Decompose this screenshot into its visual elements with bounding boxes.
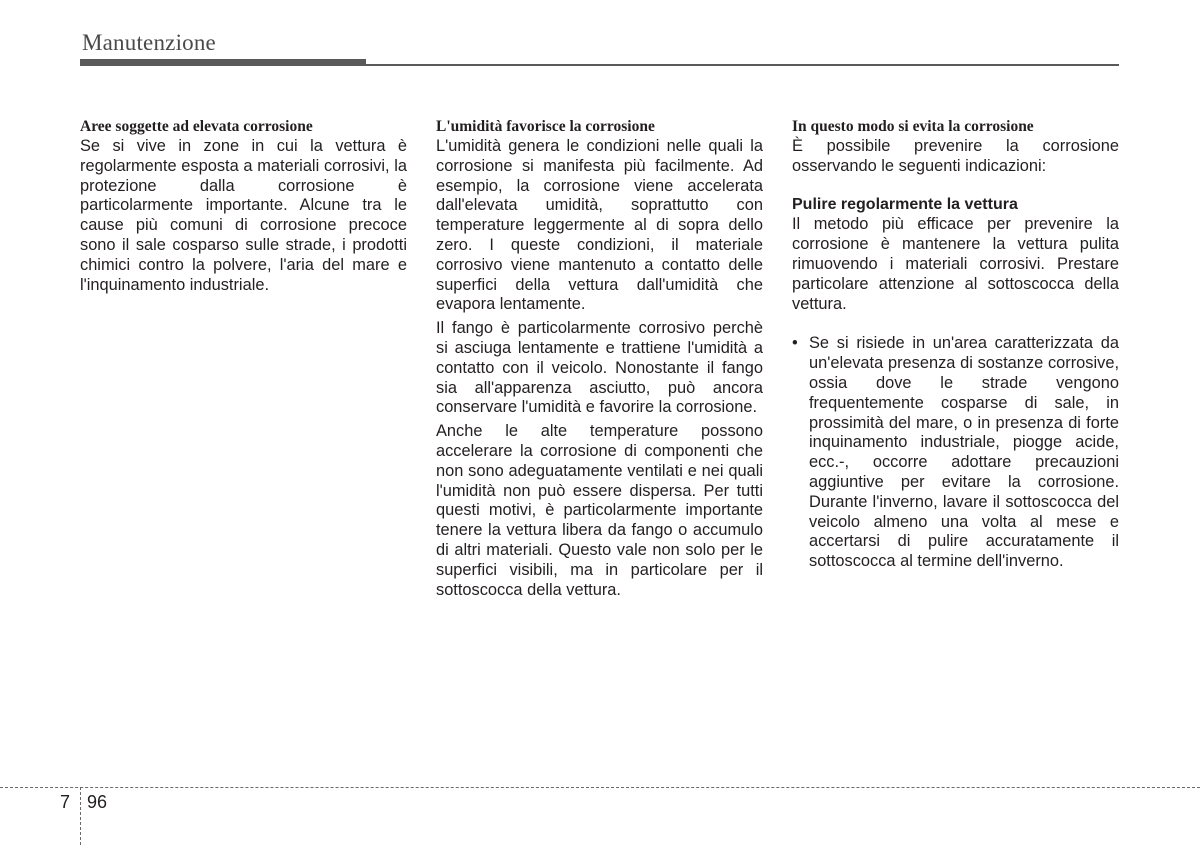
header-rule-thin [366, 64, 1119, 66]
paragraph: Il metodo più efficace per prevenire la corrosione è mantenere la vettura pulita rimuovendo i materiali corrosivi. Prestare particolare attenzione al sottoscocca della vettura. [792, 215, 1119, 313]
paragraph: È possibile prevenire la corrosione osservando le seguenti indicazioni: [792, 137, 1119, 175]
section-heading: L'umidità favorisce la corrosione [436, 118, 655, 135]
column-corrosion-areas [80, 118, 407, 299]
chapter-number: 7 [60, 792, 71, 812]
paragraph: L'umidità genera le condizioni nelle quali la corrosione si manifesta più facilmente. Ad esempio, la corrosione viene accelerata dall'elevata umidità, soprattutto con temperature leggermente al di sopra dello zero. I queste condizioni, il materiale corrosivo viene mantenuto a contatto delle superfici della vettura dall'umidità che evapora lentamente. [436, 137, 763, 314]
section-heading: Aree soggette ad elevata corrosione [80, 118, 313, 135]
paragraph: Il fango è particolarmente corrosivo perchè si asciuga lentamente e trattiene l'umidità a contatto con il veicolo. Nonostante il fango sia all'apparenza asciutto, può ancora conservare l'umidità e favorire la corrosione. [436, 319, 763, 417]
page-title: Manutenzione [82, 30, 216, 55]
bullet-list [792, 334, 1119, 572]
column-humidity [436, 118, 763, 604]
section-heading: In questo modo si evita la corrosione [792, 118, 1034, 135]
page-number: 96 [87, 792, 108, 812]
paragraph: Se si vive in zone in cui la vettura è regolarmente esposta a materiali corrosivi, la protezione dalla corrosione è particolarmente importante. Alcune tra le cause più comuni di corrosione precoce sono il sale cosparso sulle strade, i prodotti chimici contro la polvere, l'aria del mare e l'inquinamento industriale. [80, 137, 407, 294]
subheading: Pulire regolarmente la vettura [792, 195, 1018, 213]
footer-dashed-rule [0, 787, 1200, 788]
header-rule-thick [80, 59, 366, 66]
column-prevention [792, 118, 1119, 572]
footer-dashed-divider [80, 787, 81, 845]
paragraph: Anche le alte temperature possono accelerare la corrosione di componenti che non sono adeguatamente ventilati e nei quali l'umidità non può essere dispersa. Per tutti questi motivi, è particolarmente importante tenere la vettura libera da fango o accumulo di altri materiali. Questo vale non solo per le superfici visibili, ma in particolare per il sottoscocca della vettura. [436, 422, 763, 599]
list-item: • Se si risiede in un'area caratterizzata da un'elevata presenza di sostanze corrosive, ossia dove le strade vengono frequentemente cosparse di sale, in prossimità del mare, o in presenza di forte inquinamento industriale, piogge acide, ecc.-, occorre adottare precauzioni aggiuntive per evitare la corrosione. Durante l'inverno, lavare il sottoscocca del veicolo almeno una volta al mese e accertarsi di pulire accuratamente il sottoscocca al termine dell'inverno. [792, 334, 1119, 572]
